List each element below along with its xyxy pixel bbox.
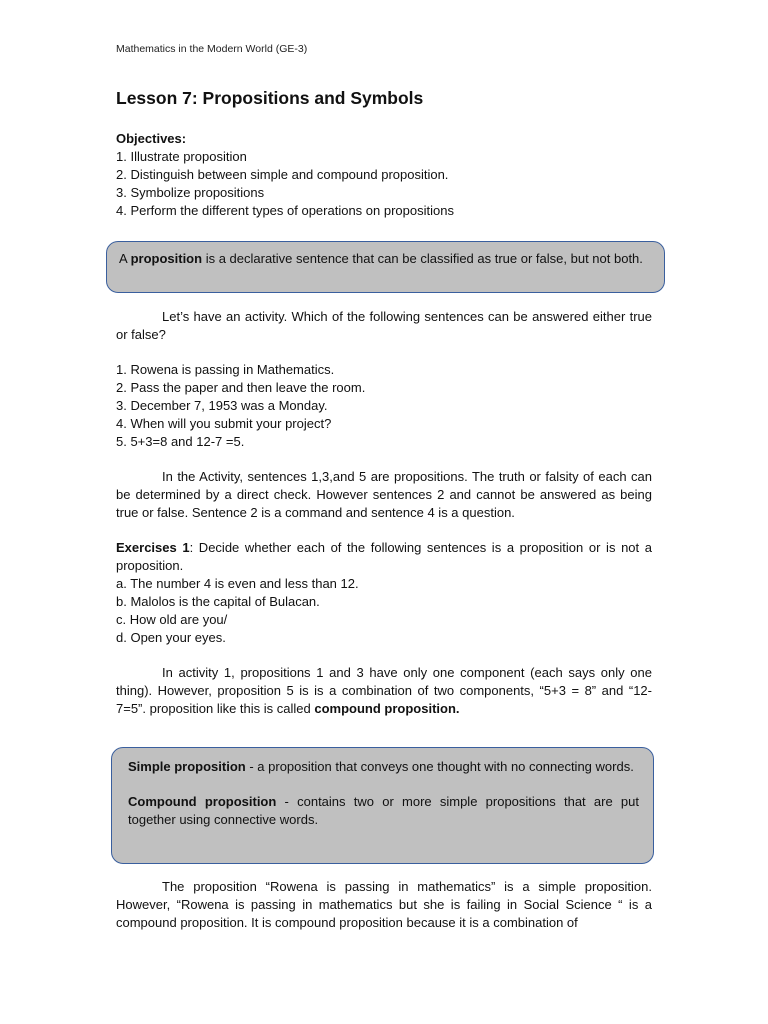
list-item: a. The number 4 is even and less than 12. xyxy=(116,576,359,591)
activity-intro: Let’s have an activity. Which of the following sentences can be answered either true or false? xyxy=(116,309,652,342)
objectives-section xyxy=(116,130,652,220)
paragraph2-bold: compound proposition. xyxy=(314,701,460,716)
definition-term: proposition xyxy=(130,251,203,266)
simple-compound-paragraph: The proposition “Rowena is passing in mathematics” is a simple proposition. However, “Rowena is passing in mathematics but she is failing in Social Science “ is a compound proposition. It is compound proposition because it is a combination of xyxy=(116,879,652,930)
list-item: d. Open your eyes. xyxy=(116,630,226,645)
list-item: c. How old are you/ xyxy=(116,612,228,627)
objectives-list xyxy=(116,148,652,220)
compound-definition xyxy=(128,793,639,829)
exercise1-label: Exercises 1 xyxy=(116,540,190,555)
proposition-types-box xyxy=(111,747,654,864)
exercise1-list xyxy=(116,575,652,647)
list-item: 3. December 7, 1953 was a Monday. xyxy=(116,398,328,413)
simple-text: - a proposition that conveys one thought with no connecting words. xyxy=(245,759,634,774)
list-item: 2. Pass the paper and then leave the room. xyxy=(116,380,366,395)
list-item: 2. Distinguish between simple and compound proposition. xyxy=(116,167,449,182)
compound-term: Compound proposition xyxy=(128,794,277,809)
list-item: 3. Symbolize propositions xyxy=(116,185,265,200)
list-item: 1. Rowena is passing in Mathematics. xyxy=(116,362,335,377)
activity-section xyxy=(116,308,652,718)
compound-text: - contains two or more simple propositions that are put together using connective words. xyxy=(128,794,639,827)
exercise1-instruction xyxy=(116,539,652,575)
activity-list xyxy=(116,361,652,451)
compound-intro-paragraph xyxy=(116,664,652,718)
definition-body: is a declarative sentence that can be classified as true or false, but not both. xyxy=(202,251,643,266)
list-item: 4. When will you submit your project? xyxy=(116,416,332,431)
list-item: 5. 5+3=8 and 12-7 =5. xyxy=(116,434,245,449)
exercise1-text: : Decide whether each of the following sentences is a proposition or is not a proposition. xyxy=(116,540,652,573)
list-item: 4. Perform the different types of operations on propositions xyxy=(116,203,454,218)
list-item: b. Malolos is the capital of Bulacan. xyxy=(116,594,320,609)
proposition-definition-box xyxy=(106,241,665,293)
running-header: Mathematics in the Modern World (GE-3) xyxy=(116,43,308,55)
activity-explanation: In the Activity, sentences 1,3,and 5 are propositions. The truth or falsity of each can be determined by a direct check. However sentences 2 and cannot be answered as being true or false. Sentence 2 is a command and sentence 4 is a question. xyxy=(116,469,652,520)
definition-prefix: A xyxy=(119,251,131,266)
objectives-label: Objectives: xyxy=(116,131,187,146)
definition-text xyxy=(119,250,650,268)
list-item: 1. Illustrate proposition xyxy=(116,149,247,164)
simple-definition xyxy=(128,758,639,776)
lesson-title: Lesson 7: Propositions and Symbols xyxy=(116,88,424,108)
paragraph2-text: In activity 1, propositions 1 and 3 have only one component (each says only one thing). However, proposition 5 is is a combination of two components, “5+3 = 8” and “12-7=5”. proposition like this is called xyxy=(116,665,652,716)
simple-term: Simple proposition xyxy=(128,759,246,774)
